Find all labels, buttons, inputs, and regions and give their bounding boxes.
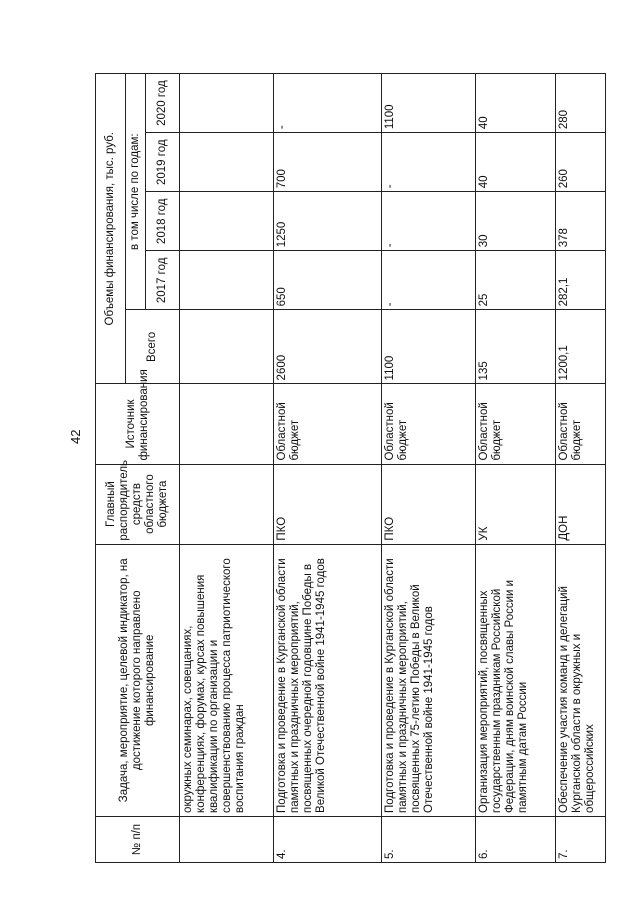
header-source: Источник финансирования xyxy=(96,384,180,464)
header-responsible: Главный распорядитель средств областного бюджета xyxy=(96,464,180,544)
funding-table xyxy=(95,73,606,863)
row-num: 5. xyxy=(382,816,476,862)
row-2020: 1100 xyxy=(382,74,476,133)
page-number: 42 xyxy=(68,429,83,444)
row-2018: - xyxy=(382,192,476,251)
row-num: 4. xyxy=(274,816,382,862)
row-total: 135 xyxy=(476,310,556,384)
row-2019: 700 xyxy=(274,133,382,192)
row-2019: 260 xyxy=(556,133,606,192)
header-num: № п/п xyxy=(96,816,180,862)
row-2019: - xyxy=(382,133,476,192)
row-responsible: ПКО xyxy=(382,464,476,544)
row-2017: 282,1 xyxy=(556,251,606,310)
row-2017 xyxy=(180,251,274,310)
header-task: Задача, мероприятие, целевой индикатор, на достижение которого направлено финансирование xyxy=(96,544,180,816)
row-2019 xyxy=(180,133,274,192)
row-num: 6. xyxy=(476,816,556,862)
header-year-2017: 2017 год xyxy=(146,251,180,310)
row-task: Подготовка и проведение в Курганской области памятных и праздничных мероприятий, посвященных 75-летию Победы в Великой Отечественной войне 1941-1945 годов xyxy=(382,544,476,816)
row-task: окружных семинарах, совещаниях, конференциях, форумах, курсах повышения квалификации по организации и совершенствованию процесса патриотического воспитания граждан xyxy=(180,544,274,816)
row-2017: - xyxy=(382,251,476,310)
header-by-years: в том числе по годам: xyxy=(126,74,146,310)
row-total: 1200,1 xyxy=(556,310,606,384)
row-2020: 40 xyxy=(476,74,556,133)
row-2018: 378 xyxy=(556,192,606,251)
table-row xyxy=(274,74,382,863)
row-2018: 1250 xyxy=(274,192,382,251)
header-funding: Объемы финансирования, тыс. руб. xyxy=(96,74,126,384)
header-year-2020: 2020 год xyxy=(146,74,180,133)
row-total: 2600 xyxy=(274,310,382,384)
table-row xyxy=(180,74,274,863)
row-total xyxy=(180,310,274,384)
table-row xyxy=(476,74,556,863)
row-responsible: ДОН xyxy=(556,464,606,544)
row-total: 1100 xyxy=(382,310,476,384)
row-2017: 650 xyxy=(274,251,382,310)
row-task: Обеспечение участия команд и делегаций Курганской области в окружных и общероссийских xyxy=(556,544,606,816)
row-responsible xyxy=(180,464,274,544)
row-source: Областной бюджет xyxy=(476,384,556,464)
header-year-2018: 2018 год xyxy=(146,192,180,251)
row-2019: 40 xyxy=(476,133,556,192)
row-source xyxy=(180,384,274,464)
header-year-2019: 2019 год xyxy=(146,133,180,192)
row-responsible: УК xyxy=(476,464,556,544)
row-2020: - xyxy=(274,74,382,133)
header-total: Всего xyxy=(126,310,180,384)
row-2018 xyxy=(180,192,274,251)
row-2018: 30 xyxy=(476,192,556,251)
row-source: Областной бюджет xyxy=(556,384,606,464)
row-task: Организация мероприятий, посвященных государственным праздникам Российской Федерации, дням воинской славы России и памятным датам России xyxy=(476,544,556,816)
row-num xyxy=(180,816,274,862)
row-task: Подготовка и проведение в Курганской области памятных и праздничных мероприятий, посвященных очередной годовщине Победы в Великой Отечественной войне 1941-1945 годов xyxy=(274,544,382,816)
row-2017: 25 xyxy=(476,251,556,310)
row-2020: 280 xyxy=(556,74,606,133)
funding-table-container xyxy=(95,73,596,863)
row-source: Областной бюджет xyxy=(274,384,382,464)
row-2020 xyxy=(180,74,274,133)
table-row xyxy=(556,74,606,863)
row-num: 7. xyxy=(556,816,606,862)
row-responsible: ПКО xyxy=(274,464,382,544)
row-source: Областной бюджет xyxy=(382,384,476,464)
table-row xyxy=(382,74,476,863)
